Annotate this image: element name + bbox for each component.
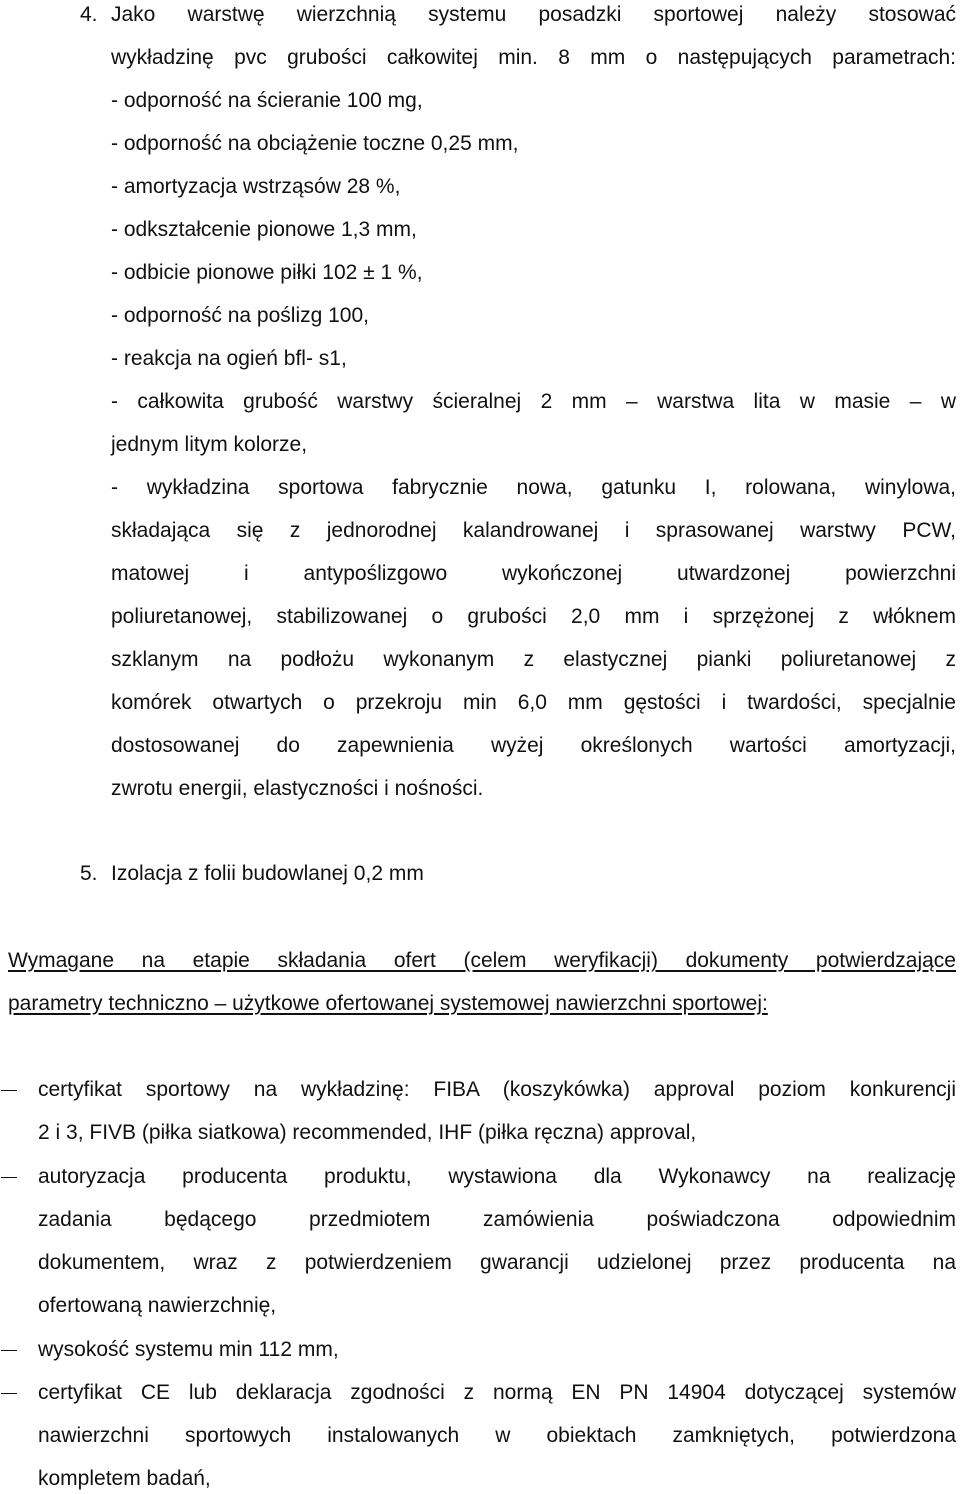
item-4-line: wykładzinę pvc grubości całkowitej min. 8 mm o następujących parametrach: [111, 46, 956, 69]
item-4-param: - całkowita grubość warstwy ścieralnej 2 mm – warstwa lita w masie – w [111, 390, 956, 413]
bullet-dash-icon [1, 1393, 17, 1394]
bullet-line: wysokość systemu min 112 mm, [38, 1338, 339, 1361]
bullet-dash-icon [1, 1177, 17, 1178]
item-4-param: - odporność na ścieranie 100 mg, [111, 89, 423, 112]
item-4-param: - odporność na poślizg 100, [111, 304, 369, 327]
requirements-heading-line: Wymagane na etapie składania ofert (celem weryfikacji) dokumenty potwierdzające [8, 949, 956, 972]
item-5-number: 5. [80, 862, 98, 885]
item-4-param: komórek otwartych o przekroju min 6,0 mm gęstości i twardości, specjalnie [111, 691, 956, 714]
bullet-dash-icon [1, 1350, 17, 1351]
bullet-line: nawierzchni sportowych instalowanych w obiektach zamkniętych, potwierdzona [38, 1424, 956, 1447]
item-4-param: jednym litym kolorze, [111, 433, 308, 456]
item-4-param: matowej i antypoślizgowo wykończonej utwardzonej powierzchni [111, 562, 956, 585]
item-4-line: Jako warstwę wierzchnią systemu posadzki sportowej należy stosować [111, 3, 956, 26]
bullet-line: zadania będącego przedmiotem zamówienia poświadczona odpowiednim [38, 1208, 956, 1231]
bullet-line: dokumentem, wraz z potwierdzeniem gwarancji udzielonej przez producenta na [38, 1251, 956, 1274]
bullet-line: certyfikat CE lub deklaracja zgodności z normą EN PN 14904 dotyczącej systemów [38, 1381, 956, 1404]
bullet-dash-icon [1, 1090, 17, 1091]
bullet-line: kompletem badań, [38, 1467, 211, 1490]
item-4-param: dostosowanej do zapewnienia wyżej określonych wartości amortyzacji, [111, 734, 956, 757]
item-4-param: składająca się z jednorodnej kalandrowanej i sprasowanej warstwy PCW, [111, 519, 956, 542]
bullet-line: autoryzacja producenta produktu, wystawiona dla Wykonawcy na realizację [38, 1165, 956, 1188]
item-5-text: Izolacja z folii budowlanej 0,2 mm [111, 862, 424, 885]
item-4-param: zwrotu energii, elastyczności i nośności. [111, 777, 484, 800]
item-4-param: poliuretanowej, stabilizowanej o grubości 2,0 mm i sprzężonej z włóknem [111, 605, 956, 628]
bullet-line: ofertowaną nawierzchnię, [38, 1294, 277, 1317]
item-4-param: - amortyzacja wstrząsów 28 %, [111, 175, 401, 198]
item-4-param: szklanym na podłożu wykonanym z elastycznej pianki poliuretanowej z [111, 648, 956, 671]
item-4-param: - wykładzina sportowa fabrycznie nowa, gatunku I, rolowana, winylowa, [111, 476, 956, 499]
item-4-param: - odkształcenie pionowe 1,3 mm, [111, 218, 417, 241]
item-4-number: 4. [80, 3, 98, 26]
bullet-line: 2 i 3, FIVB (piłka siatkowa) recommended, IHF (piłka ręczna) approval, [38, 1121, 697, 1144]
requirements-heading-line: parametry techniczno – użytkowe ofertowanej systemowej nawierzchni sportowej: [8, 992, 768, 1015]
item-4-param: - reakcja na ogień bfl- s1, [111, 347, 347, 370]
bullet-line: certyfikat sportowy na wykładzinę: FIBA (koszykówka) approval poziom konkurencji [38, 1078, 956, 1101]
item-4-param: - odporność na obciążenie toczne 0,25 mm, [111, 132, 519, 155]
item-4-param: - odbicie pionowe piłki 102 ± 1 %, [111, 261, 423, 284]
